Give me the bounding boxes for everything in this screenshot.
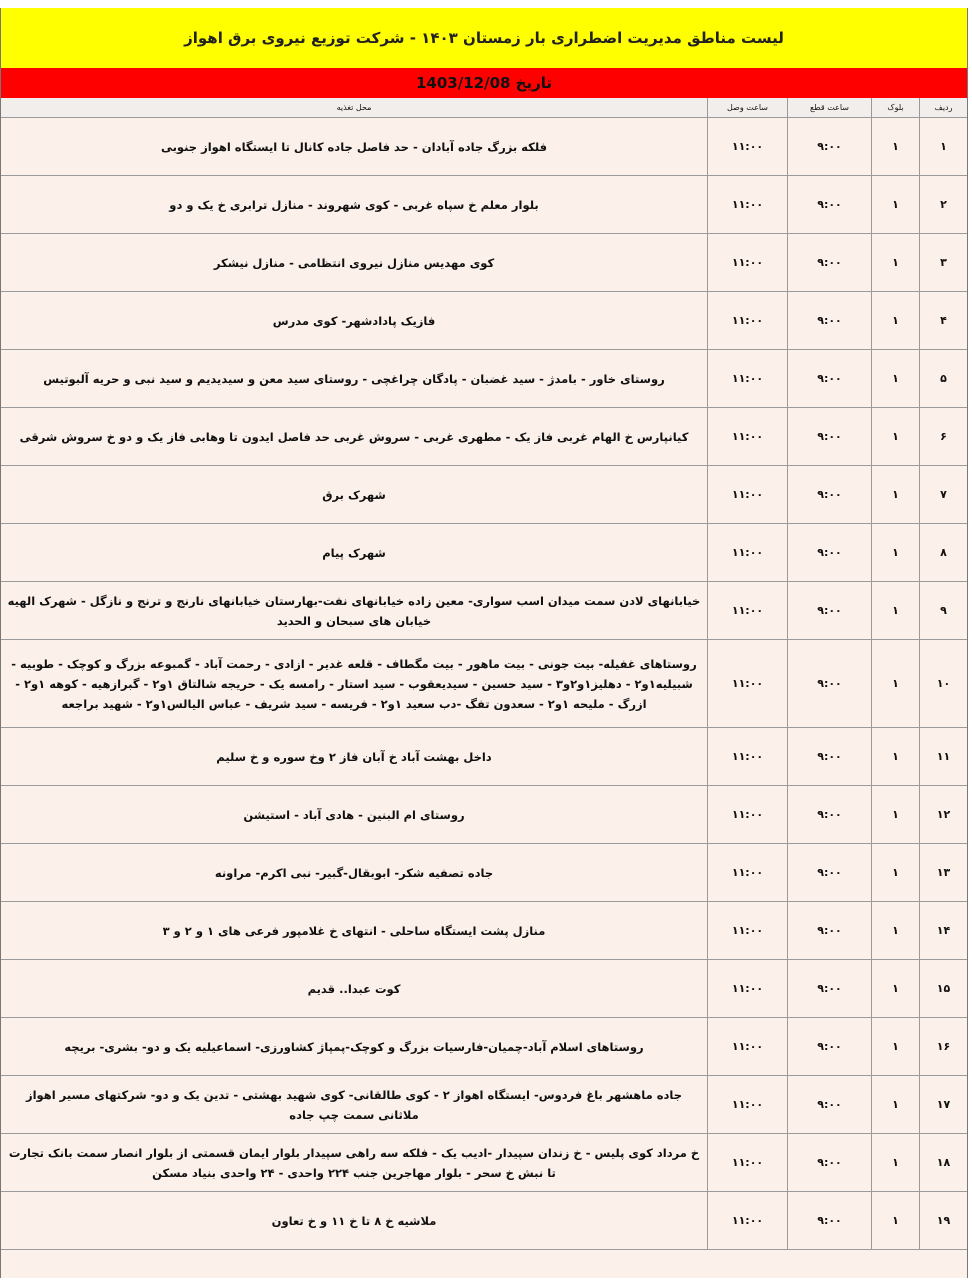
cell-cut-time: ۹:۰۰ (787, 1018, 871, 1075)
cell-block: ۱ (871, 640, 919, 727)
table-row (1, 408, 967, 466)
header-location: محل تغذیه (336, 103, 372, 112)
table-row (1, 118, 967, 176)
cell-block: ۱ (871, 524, 919, 581)
cell-reconnect-time: ۱۱:۰۰ (707, 466, 787, 523)
cell-block: ۱ (871, 1076, 919, 1133)
cell-block: ۱ (871, 728, 919, 785)
cell-radif: ۱۹ (919, 1192, 967, 1249)
cell-radif: ۱۷ (919, 1076, 967, 1133)
cell-cut-time: ۹:۰۰ (787, 408, 871, 465)
table-row (1, 1192, 967, 1250)
cell-location: کوی مهدیس منازل نیروی انتظامی - منازل نیشکر (213, 255, 495, 270)
page-title: لیست مناطق مدیریت اضطراری بار زمستان ۱۴۰۳ - شرکت توزیع نیروی برق اهواز (1, 8, 967, 69)
cell-block: ۱ (871, 960, 919, 1017)
outage-table-sheet (0, 8, 968, 1278)
table-row (1, 292, 967, 350)
cell-cut-time: ۹:۰۰ (787, 176, 871, 233)
table-row (1, 1134, 967, 1192)
table-row (1, 466, 967, 524)
cell-reconnect-time: ۱۱:۰۰ (707, 902, 787, 959)
cell-radif: ۱۱ (919, 728, 967, 785)
cell-block: ۱ (871, 118, 919, 175)
cell-radif: ۱۴ (919, 902, 967, 959)
table-row (1, 1018, 967, 1076)
cell-reconnect-time: ۱۱:۰۰ (707, 350, 787, 407)
cell-block: ۱ (871, 844, 919, 901)
cell-reconnect-time: ۱۱:۰۰ (707, 1076, 787, 1133)
cell-cut-time: ۹:۰۰ (787, 960, 871, 1017)
cell-block: ۱ (871, 1192, 919, 1249)
cell-reconnect-time: ۱۱:۰۰ (707, 960, 787, 1017)
outage-table (1, 98, 967, 1250)
table-row (1, 1076, 967, 1134)
cell-location: فازیک پادادشهر- کوی مدرس (272, 313, 436, 328)
cell-reconnect-time: ۱۱:۰۰ (707, 728, 787, 785)
header-radif: ردیف (919, 98, 967, 117)
table-row (1, 234, 967, 292)
cell-location: خیابانهای لادن سمت میدان اسب سواری- معین زاده خیابانهای نفت-بهارستان خیابانهای نارنج و ترنج و نازگل - شهرک الهیه خیابان های سبحان و الحدید (7, 593, 701, 628)
cell-cut-time: ۹:۰۰ (787, 292, 871, 349)
cell-reconnect-time: ۱۱:۰۰ (707, 292, 787, 349)
table-row (1, 176, 967, 234)
cell-location: روستاهای غفیله- بیت جونی - بیت ماهور - بیت مگطاف - قلعه غدیر - ازادی - رحمت آباد - گمبوعه بزرگ و کوچک - طوبیه - شبیلیه۱و۲ - دهلیز۱و۲و۳ - سید حسین - سیدیعقوب - سید استار - رامسه یک - حریجه شالتاق ۱و۲ - گبرازهیه - کوهه ۱و۲ - ازرگ - ملیحه ۱و۲ - سعدون تفگ -دب سعید ۱و۲ - فریسه - سید شریف - عباس الیالس۱و۲ - شهید براجعه (11, 656, 697, 711)
cell-radif: ۱۶ (919, 1018, 967, 1075)
cell-block: ۱ (871, 1018, 919, 1075)
cell-cut-time: ۹:۰۰ (787, 640, 871, 727)
cell-reconnect-time: ۱۱:۰۰ (707, 1134, 787, 1191)
cell-cut-time: ۹:۰۰ (787, 582, 871, 639)
cell-radif: ۱۵ (919, 960, 967, 1017)
cell-cut-time: ۹:۰۰ (787, 524, 871, 581)
table-row (1, 582, 967, 640)
cell-cut-time: ۹:۰۰ (787, 786, 871, 843)
cell-block: ۱ (871, 350, 919, 407)
cell-cut-time: ۹:۰۰ (787, 902, 871, 959)
cell-cut-time: ۹:۰۰ (787, 844, 871, 901)
cell-radif: ۶ (919, 408, 967, 465)
cell-radif: ۱۳ (919, 844, 967, 901)
cell-cut-time: ۹:۰۰ (787, 466, 871, 523)
cell-reconnect-time: ۱۱:۰۰ (707, 408, 787, 465)
cell-radif: ۸ (919, 524, 967, 581)
cell-block: ۱ (871, 176, 919, 233)
cell-reconnect-time: ۱۱:۰۰ (707, 844, 787, 901)
cell-location: روستاهای اسلام آباد-چمیان-فارسیات بزرگ و کوچک-پمپاژ کشاورزی- اسماعیلیه یک و دو- بشری- بریچه (64, 1039, 644, 1054)
cell-location: بلوار معلم خ سپاه غربی - کوی شهروند - منازل ترابری خ یک و دو (169, 197, 539, 212)
table-row (1, 640, 967, 728)
table-row (1, 902, 967, 960)
cell-location: ملاشیه خ ۸ تا خ ۱۱ و خ تعاون (271, 1213, 437, 1228)
cell-radif: ۷ (919, 466, 967, 523)
cell-reconnect-time: ۱۱:۰۰ (707, 582, 787, 639)
cell-block: ۱ (871, 408, 919, 465)
cell-cut-time: ۹:۰۰ (787, 118, 871, 175)
header-block: بلوک (871, 98, 919, 117)
cell-cut-time: ۹:۰۰ (787, 1076, 871, 1133)
cell-location: منازل پشت ایستگاه ساحلی - انتهای خ غلامپور فرعی های ۱ و ۲ و ۳ (162, 923, 546, 938)
cell-block: ۱ (871, 466, 919, 523)
cell-block: ۱ (871, 902, 919, 959)
cell-radif: ۴ (919, 292, 967, 349)
cell-location: روستای خاور - بامدژ - سید غضبان - پادگان چراغچی - روستای سید معن و سیدیدیم و سید نبی و حریه آلبوتیس (43, 371, 665, 386)
cell-location: داخل بهشت آباد خ آبان فاز ۲ وخ سوره و خ سلیم (216, 749, 492, 764)
table-row (1, 728, 967, 786)
cell-cut-time: ۹:۰۰ (787, 234, 871, 291)
table-row (1, 786, 967, 844)
cell-location: کوت عبدا.. قدیم (307, 981, 401, 996)
table-body (1, 118, 967, 1250)
cell-location: جاده تصفیه شکر- ابوبقال-گبیر- نبی اکرم- مراونه (214, 865, 494, 880)
cell-reconnect-time: ۱۱:۰۰ (707, 176, 787, 233)
header-cut-time: ساعت قطع (787, 98, 871, 117)
cell-location: روستای ام البنین - هادی آباد - استیشن (243, 807, 465, 822)
cell-radif: ۵ (919, 350, 967, 407)
table-row (1, 350, 967, 408)
cell-block: ۱ (871, 1134, 919, 1191)
cell-cut-time: ۹:۰۰ (787, 1192, 871, 1249)
cell-radif: ۹ (919, 582, 967, 639)
cell-location: خ مرداد کوی پلیس - خ زندان سپیدار -ادیب یک - فلکه سه راهی سپیدار بلوار ایمان قسمتی از بلوار انصار سمت بانک تجارت تا نبش خ سحر - بلوار مهاجرین جنب ۲۲۴ واحدی - ۲۴ واحدی بنیاد مسکن (8, 1145, 700, 1180)
cell-reconnect-time: ۱۱:۰۰ (707, 786, 787, 843)
cell-radif: ۱۸ (919, 1134, 967, 1191)
cell-radif: ۲ (919, 176, 967, 233)
cell-location: کیانپارس خ الهام غربی فاز یک - مطهری غربی - سروش غربی حد فاصل ایدون تا وهابی فاز یک و دو خ سروش شرقی (19, 429, 689, 444)
table-row (1, 844, 967, 902)
date-banner: تاریخ 1403/12/08 (1, 68, 967, 99)
cell-location: جاده ماهشهر باغ فردوس- ایستگاه اهواز ۲ - کوی طالقانی- کوی شهید بهشتی - تدین یک و دو- شرکتهای مسیر اهواز ملاثانی سمت چپ جاده (25, 1087, 682, 1122)
cell-reconnect-time: ۱۱:۰۰ (707, 1018, 787, 1075)
cell-radif: ۳ (919, 234, 967, 291)
header-reconnect-time: ساعت وصل (707, 98, 787, 117)
cell-location: فلکه بزرگ جاده آبادان - حد فاصل جاده کانال تا ایستگاه اهواز جنوبی (160, 139, 548, 154)
cell-radif: ۱ (919, 118, 967, 175)
cell-reconnect-time: ۱۱:۰۰ (707, 118, 787, 175)
cell-reconnect-time: ۱۱:۰۰ (707, 524, 787, 581)
cell-radif: ۱۲ (919, 786, 967, 843)
cell-reconnect-time: ۱۱:۰۰ (707, 234, 787, 291)
cell-cut-time: ۹:۰۰ (787, 1134, 871, 1191)
cell-block: ۱ (871, 582, 919, 639)
cell-block: ۱ (871, 786, 919, 843)
cell-block: ۱ (871, 234, 919, 291)
cell-radif: ۱۰ (919, 640, 967, 727)
cell-location: شهرک پیام (322, 545, 386, 560)
cell-reconnect-time: ۱۱:۰۰ (707, 640, 787, 727)
table-row (1, 524, 967, 582)
cell-cut-time: ۹:۰۰ (787, 728, 871, 785)
cell-cut-time: ۹:۰۰ (787, 350, 871, 407)
table-header-row (1, 98, 967, 118)
cell-location: شهرک برق (322, 487, 386, 502)
cell-reconnect-time: ۱۱:۰۰ (707, 1192, 787, 1249)
table-row (1, 960, 967, 1018)
cell-block: ۱ (871, 292, 919, 349)
